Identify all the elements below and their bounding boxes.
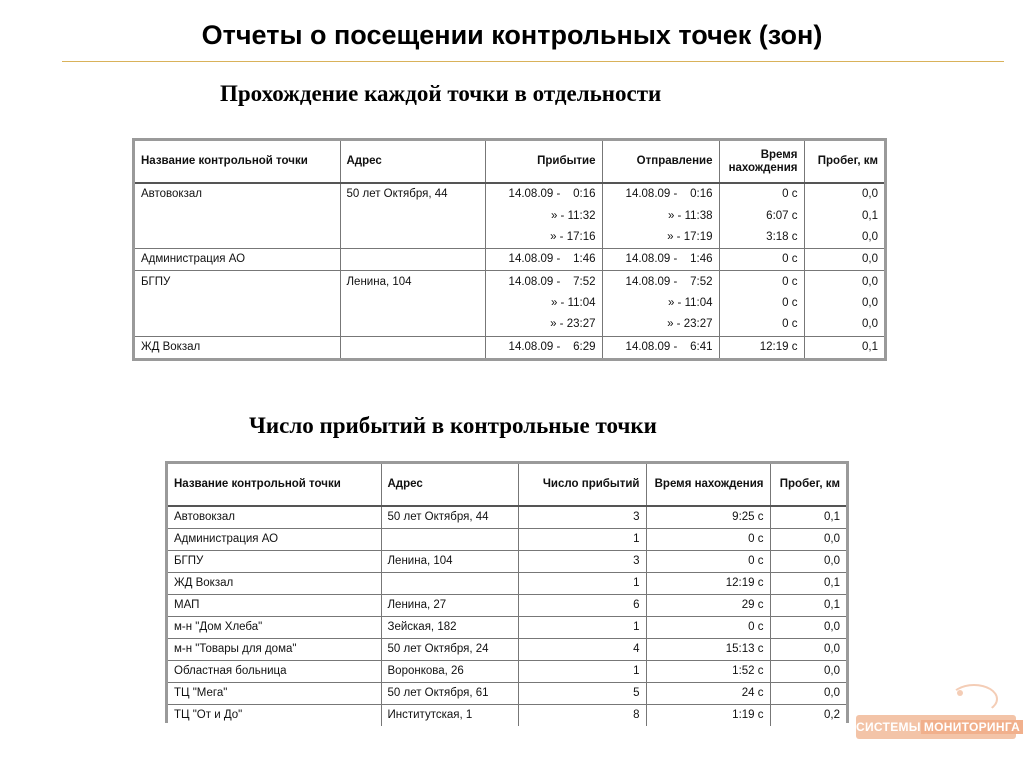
cell-departure: 14.08.09 - 1:46 xyxy=(602,249,719,271)
cell-mileage: 0,2 xyxy=(770,705,846,727)
arrivals-report-subtitle: Число прибытий в контрольные точки xyxy=(249,413,657,438)
cell-address: Ленина, 104 xyxy=(381,551,518,573)
table-row xyxy=(168,683,846,705)
cell-time: 0 с xyxy=(646,529,770,551)
cell-mileage: 0,0 xyxy=(770,639,846,661)
logo-swoosh-icon xyxy=(950,684,998,714)
cell-name: Автовокзал xyxy=(168,506,381,529)
cell-time: 9:25 с xyxy=(646,506,770,529)
table-row xyxy=(135,336,884,358)
cell-mileage: 0,1 xyxy=(862,209,878,222)
cell-arrival: » - 17:16 xyxy=(485,227,602,249)
table-row xyxy=(168,639,846,661)
col-header-duration-label: Время нахождения xyxy=(728,148,798,174)
cell-time: 0 с xyxy=(719,183,804,205)
cell-count: 4 xyxy=(518,639,646,661)
cell-address xyxy=(340,249,485,271)
cell-time: 6:07 с xyxy=(719,205,804,226)
cell-mileage: 0,0 xyxy=(770,529,846,551)
cell-arrival: » - 11:32 xyxy=(485,205,602,226)
cell-departure: » - 23:27 xyxy=(602,314,719,336)
cell-time: 24 с xyxy=(646,683,770,705)
page-title: Отчеты о посещении контрольных точек (зон) xyxy=(201,20,823,50)
cell-time: 15:13 с xyxy=(646,639,770,661)
cell-name: ТЦ "Мега" xyxy=(168,683,381,705)
cell-time: 0 с xyxy=(646,551,770,573)
cell-departure: 14.08.09 - 0:16 xyxy=(602,183,719,205)
cell-departure: » - 11:04 xyxy=(602,293,719,314)
cell-name xyxy=(135,293,340,314)
cell-mileage: 0,0 xyxy=(770,617,846,639)
col-header-name: Название контрольной точки xyxy=(168,464,381,506)
cell-address: Ленина, 104 xyxy=(340,271,485,293)
cell-name: м-н "Товары для дома" xyxy=(168,639,381,661)
cell-time: 29 с xyxy=(646,595,770,617)
logo-dot-icon xyxy=(957,690,963,696)
cell-count: 1 xyxy=(518,529,646,551)
pass-report-table xyxy=(135,141,884,358)
cell-name: БГПУ xyxy=(168,551,381,573)
cell-name xyxy=(135,205,340,226)
cell-time: 12:19 с xyxy=(646,573,770,595)
cell-arrival: » - 11:04 xyxy=(485,293,602,314)
table-row xyxy=(135,314,884,336)
cell-count: 1 xyxy=(518,573,646,595)
cell-arrival: 14.08.09 - 6:29 xyxy=(485,336,602,358)
arrivals-report-table xyxy=(168,464,846,726)
cell-address: 50 лет Октября, 61 xyxy=(381,683,518,705)
cell-mileage: 0,0 xyxy=(770,551,846,573)
cell-address: Ленина, 27 xyxy=(381,595,518,617)
table-row xyxy=(168,529,846,551)
cell-arrival: » - 23:27 xyxy=(485,314,602,336)
cell-address xyxy=(340,205,485,226)
cell-address xyxy=(340,336,485,358)
cell-address: 50 лет Октября, 24 xyxy=(381,639,518,661)
table-row xyxy=(168,661,846,683)
cell-name: Администрация АО xyxy=(168,529,381,551)
company-logo xyxy=(856,715,1021,739)
cell-name: Автовокзал xyxy=(135,183,340,205)
cell-time: 0 с xyxy=(719,314,804,336)
cell-arrival: 14.08.09 - 1:46 xyxy=(485,249,602,271)
cell-name: Областная больница xyxy=(168,661,381,683)
cell-address xyxy=(381,529,518,551)
cell-address xyxy=(340,227,485,249)
col-header-mileage xyxy=(770,464,846,506)
cell-address: Воронкова, 26 xyxy=(381,661,518,683)
cell-name: ТЦ "От и До" xyxy=(168,705,381,727)
cell-mileage: 0,0 xyxy=(770,661,846,683)
table-row xyxy=(135,227,884,249)
cell-mileage: 0,0 xyxy=(862,297,878,310)
col-header-mileage-label: Пробег, км xyxy=(779,478,840,490)
cell-mileage: 0,0 xyxy=(804,271,884,293)
col-header-duration xyxy=(719,141,804,183)
cell-arrival: 14.08.09 - 7:52 xyxy=(485,271,602,293)
table-row xyxy=(168,551,846,573)
cell-mileage: 0,0 xyxy=(862,318,878,331)
col-header-departure: Отправление xyxy=(602,141,719,183)
cell-time: 0 с xyxy=(719,249,804,271)
col-header-mileage xyxy=(804,141,884,183)
cell-mileage: 0,1 xyxy=(824,511,840,523)
pass-report-frame xyxy=(132,138,887,361)
cell-time: 1:19 с xyxy=(646,705,770,727)
cell-name xyxy=(135,314,340,336)
col-header-address: Адрес xyxy=(340,141,485,183)
logo-text-part1: СИСТЕМЫ xyxy=(856,720,921,734)
table-row xyxy=(168,617,846,639)
table-row xyxy=(168,705,846,727)
logo-text-part2: МОНИТОРИНГА xyxy=(921,720,1023,734)
table-row xyxy=(135,183,884,205)
cell-departure: » - 17:19 xyxy=(602,227,719,249)
cell-mileage: 0,0 xyxy=(770,683,846,705)
title-divider xyxy=(62,61,1004,62)
cell-time: 1:52 с xyxy=(646,661,770,683)
cell-time: 0 с xyxy=(646,617,770,639)
cell-name: ЖД Вокзал xyxy=(135,336,340,358)
cell-time: 3:18 с xyxy=(719,227,804,249)
table-row xyxy=(168,573,846,595)
cell-name: ЖД Вокзал xyxy=(168,573,381,595)
cell-name xyxy=(135,227,340,249)
cell-departure: 14.08.09 - 6:41 xyxy=(602,336,719,358)
col-header-address: Адрес xyxy=(381,464,518,506)
cell-name: Администрация АО xyxy=(135,249,340,271)
cell-count: 6 xyxy=(518,595,646,617)
arrivals-report-frame xyxy=(165,461,849,723)
cell-mileage: 0,1 xyxy=(804,336,884,358)
cell-time: 12:19 с xyxy=(719,336,804,358)
table-row xyxy=(135,205,884,226)
table-row xyxy=(168,506,846,529)
cell-count: 3 xyxy=(518,551,646,573)
cell-time: 0 с xyxy=(719,293,804,314)
cell-mileage: 0,1 xyxy=(770,573,846,595)
col-header-arrival: Прибытие xyxy=(485,141,602,183)
col-header-duration xyxy=(646,464,770,506)
cell-address xyxy=(340,314,485,336)
pass-report-subtitle: Прохождение каждой точки в отдельности xyxy=(220,81,662,106)
cell-mileage: 0,0 xyxy=(862,230,878,243)
cell-departure: 14.08.09 - 7:52 xyxy=(602,271,719,293)
table-row xyxy=(135,249,884,271)
cell-mileage: 0,1 xyxy=(770,595,846,617)
cell-count: 5 xyxy=(518,683,646,705)
table-row xyxy=(135,293,884,314)
col-header-duration-label: Время нахождения xyxy=(654,478,764,490)
cell-name: МАП xyxy=(168,595,381,617)
cell-mileage: 0,0 xyxy=(862,188,878,201)
cell-address: Зейская, 182 xyxy=(381,617,518,639)
cell-count: 3 xyxy=(518,506,646,529)
cell-address: 50 лет Октября, 44 xyxy=(381,506,518,529)
cell-count: 8 xyxy=(518,705,646,727)
cell-count: 1 xyxy=(518,661,646,683)
cell-count: 1 xyxy=(518,617,646,639)
table-row xyxy=(168,595,846,617)
cell-arrival: 14.08.09 - 0:16 xyxy=(485,183,602,205)
cell-time: 0 с xyxy=(719,271,804,293)
col-header-count: Число прибытий xyxy=(518,464,646,506)
cell-departure: » - 11:38 xyxy=(602,205,719,226)
cell-name: м-н "Дом Хлеба" xyxy=(168,617,381,639)
cell-name: БГПУ xyxy=(135,271,340,293)
col-header-name: Название контрольной точки xyxy=(135,141,340,183)
cell-address: 50 лет Октября, 44 xyxy=(340,183,485,205)
cell-address: Институтская, 1 xyxy=(381,705,518,727)
table-row xyxy=(135,271,884,293)
cell-address xyxy=(340,293,485,314)
cell-mileage: 0,0 xyxy=(804,249,884,271)
col-header-mileage-label: Пробег, км xyxy=(817,155,878,167)
cell-address xyxy=(381,573,518,595)
